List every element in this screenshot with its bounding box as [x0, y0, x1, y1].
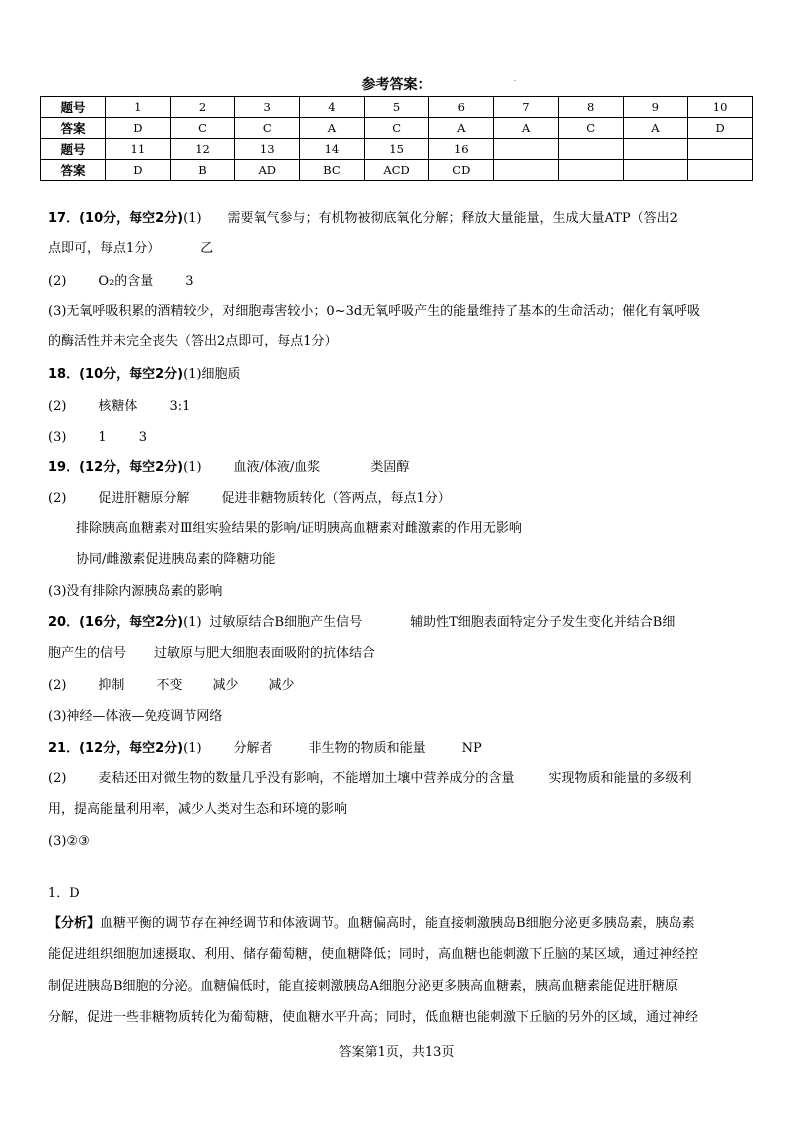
question-number-cell: 14: [300, 139, 365, 160]
q17-line2: 点即可，每点1分） 乙: [48, 241, 214, 256]
q18-line3: (3) 1 3: [48, 430, 147, 445]
analysis-line4: 分解，促进一些非糖物质转化为葡萄糖，使血糖水平升高；同时，低血糖也能刺激下丘脑的另外的区域，通过神经: [48, 1010, 699, 1025]
answer-cell: BC: [300, 160, 365, 181]
question-number-cell: 6: [429, 97, 494, 118]
question-number-cell: [623, 139, 688, 160]
question-number-cell: [494, 139, 559, 160]
question-number-cell: 3: [235, 97, 300, 118]
answer-row: [41, 118, 753, 139]
q20-line1: 20．(16分，每空2分)(1) 过敏原结合B细胞产生信号 辅助性T细胞表面特定分子发生变化并结合B细: [48, 615, 676, 630]
question-number-cell: 5: [364, 97, 429, 118]
answer-table: [40, 96, 753, 181]
row-header-question: 题号: [41, 97, 106, 118]
question-number-cell: 9: [623, 97, 688, 118]
answer-row: [41, 160, 753, 181]
answer-cell: D: [106, 160, 171, 181]
answer-cell: [623, 160, 688, 181]
page-title: 参考答案：: [361, 77, 432, 93]
question-number-cell: 16: [429, 139, 494, 160]
analysis-line3: 制促进胰岛B细胞的分泌。血糖偏低时，能直接刺激胰岛A细胞分泌更多胰高血糖素，胰高血糖素能促进肝糖原: [48, 979, 678, 994]
answer-cell: A: [300, 118, 365, 139]
answer-cell: C: [364, 118, 429, 139]
q19-line5: (3)没有排除内源胰岛素的影响: [48, 584, 223, 599]
question-number-cell: 15: [364, 139, 429, 160]
answer-cell: A: [429, 118, 494, 139]
answer-cell: A: [623, 118, 688, 139]
question-number-cell: 2: [170, 97, 235, 118]
answer-cell: [494, 160, 559, 181]
question-number-cell: [688, 139, 753, 160]
answer-cell: [688, 160, 753, 181]
answer-cell: C: [558, 118, 623, 139]
q20-line2: 胞产生的信号 过敏原与肥大细胞表面吸附的抗体结合: [48, 646, 376, 661]
q19-line3: 排除胰高血糖素对Ⅲ组实验结果的影响/证明胰高血糖素对雌激素的作用无影响: [76, 521, 522, 536]
question-number-cell: 13: [235, 139, 300, 160]
question-number-cell: 10: [688, 97, 753, 118]
answer-cell: [558, 160, 623, 181]
q21-line2: (2) 麦秸还田对微生物的数量几乎没有影响，不能增加土壤中营养成分的含量 实现物质和能量的多级利: [48, 771, 692, 786]
q20-line3: (2) 抑制 不变 减少 减少: [48, 678, 295, 693]
question-number-cell: 8: [558, 97, 623, 118]
question-number-cell: 7: [494, 97, 559, 118]
q20-line4: (3)神经—体液—免疫调节网络: [48, 709, 223, 724]
answer-cell: D: [688, 118, 753, 139]
question-number-row: [41, 139, 753, 160]
question-number-cell: 1: [106, 97, 171, 118]
q17-line1: 17．(10分，每空2分)(1) 需要氧气参与；有机物被彻底氧化分解；释放大量能量，生成大量ATP（答出2: [48, 211, 678, 226]
analysis-line2: 能促进组织细胞加速摄取、利用、储存葡萄糖，使血糖降低；同时，高血糖也能刺激下丘脑的某区域，通过神经控: [48, 947, 699, 962]
q17-line3: (2) O₂的含量 3: [48, 274, 194, 289]
q19-line1: 19．(12分，每空2分)(1) 血液/体液/血浆 类固醇: [48, 460, 410, 475]
question-number-cell: [558, 139, 623, 160]
question-number-cell: 4: [300, 97, 365, 118]
q17-line4: (3)无氧呼吸积累的酒精较少，对细胞毒害较小；0~3d无氧呼吸产生的能量维持了基本的生命活动；催化有氧呼吸: [48, 304, 701, 319]
analysis-number: 1．D: [48, 886, 80, 901]
answer-cell: D: [106, 118, 171, 139]
analysis-line1: 【分析】血糖平衡的调节存在神经调节和体液调节。血糖偏高时，能直接刺激胰岛B细胞分泌更多胰岛素，胰岛素: [48, 916, 695, 931]
q21-line4: (3)②③: [48, 834, 90, 849]
row-header-answer: 答案: [41, 118, 106, 139]
q21-line3: 用，提高能量利用率，减少人类对生态和环境的影响: [48, 802, 348, 817]
q18-line1: 18．(10分，每空2分)(1)细胞质: [48, 367, 241, 382]
row-header-question: 题号: [41, 139, 106, 160]
answer-cell: AD: [235, 160, 300, 181]
answer-cell: B: [170, 160, 235, 181]
row-header-answer: 答案: [41, 160, 106, 181]
question-number-row: [41, 97, 753, 118]
q21-line1: 21．(12分，每空2分)(1) 分解者 非生物的物质和能量 NP: [48, 741, 482, 756]
answer-cell: C: [235, 118, 300, 139]
answer-cell: ACD: [364, 160, 429, 181]
page-footer: 答案第1页，共13页: [338, 1045, 455, 1060]
q19-line4: 协同/雌激素促进胰岛素的降糖功能: [76, 552, 276, 567]
question-number-cell: 11: [106, 139, 171, 160]
stray-dot: ·: [514, 78, 516, 85]
answer-cell: C: [170, 118, 235, 139]
q18-line2: (2) 核糖体 3:1: [48, 399, 191, 414]
q17-line5: 的酶活性并未完全丧失（答出2点即可，每点1分）: [48, 334, 338, 349]
q19-line2: (2) 促进肝糖原分解 促进非糖物质转化（答两点，每点1分）: [48, 491, 451, 506]
question-number-cell: 12: [170, 139, 235, 160]
answer-cell: CD: [429, 160, 494, 181]
answer-cell: A: [494, 118, 559, 139]
